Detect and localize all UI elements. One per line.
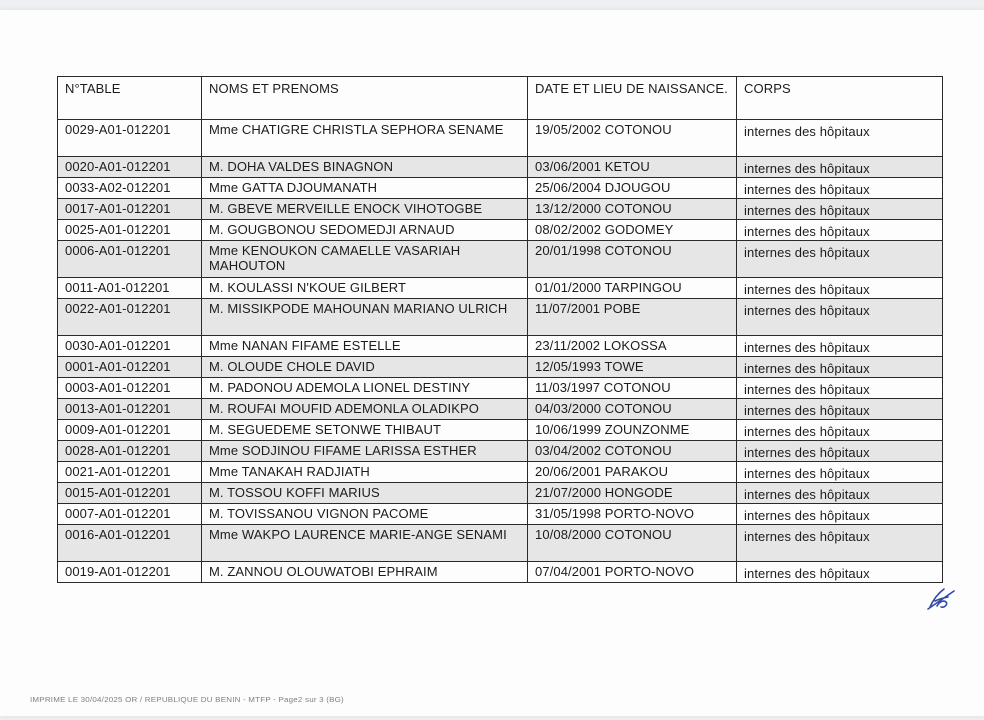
table-row	[58, 483, 943, 504]
cell-corps: internes des hôpitaux	[737, 120, 943, 157]
table-row	[58, 220, 943, 241]
cell-table-number: 0009-A01-012201	[58, 420, 202, 441]
table-row	[58, 241, 943, 278]
cell-table-number: 0015-A01-012201	[58, 483, 202, 504]
cell-birth: 10/08/2000 COTONOU	[528, 525, 737, 562]
table-row	[58, 504, 943, 525]
cell-corps: internes des hôpitaux	[737, 378, 943, 399]
cell-birth: 08/02/2002 GODOMEY	[528, 220, 737, 241]
cell-birth: 03/06/2001 KETOU	[528, 157, 737, 178]
cell-table-number: 0019-A01-012201	[58, 562, 202, 583]
cell-name: Mme KENOUKON CAMAELLE VASARIAH MAHOUTON	[202, 241, 528, 278]
cell-corps: internes des hôpitaux	[737, 525, 943, 562]
cell-name: Mme NANAN FIFAME ESTELLE	[202, 336, 528, 357]
cell-table-number: 0017-A01-012201	[58, 199, 202, 220]
cell-birth: 21/07/2000 HONGODE	[528, 483, 737, 504]
table-row	[58, 562, 943, 583]
table-row	[58, 278, 943, 299]
cell-name: Mme WAKPO LAURENCE MARIE-ANGE SENAMI	[202, 525, 528, 562]
cell-corps: internes des hôpitaux	[737, 336, 943, 357]
table-row	[58, 525, 943, 562]
cell-name: M. DOHA VALDES BINAGNON	[202, 157, 528, 178]
cell-name: Mme CHATIGRE CHRISTLA SEPHORA SENAME	[202, 120, 528, 157]
table-row	[58, 120, 943, 157]
cell-corps: internes des hôpitaux	[737, 178, 943, 199]
header-table-number: N°TABLE	[58, 77, 202, 120]
cell-table-number: 0001-A01-012201	[58, 357, 202, 378]
cell-name: Mme SODJINOU FIFAME LARISSA ESTHER	[202, 441, 528, 462]
cell-table-number: 0011-A01-012201	[58, 278, 202, 299]
cell-corps: internes des hôpitaux	[737, 504, 943, 525]
cell-corps: internes des hôpitaux	[737, 299, 943, 336]
cell-table-number: 0030-A01-012201	[58, 336, 202, 357]
cell-corps: internes des hôpitaux	[737, 420, 943, 441]
cell-name: M. TOVISSANOU VIGNON PACOME	[202, 504, 528, 525]
cell-birth: 25/06/2004 DJOUGOU	[528, 178, 737, 199]
cell-name: M. KOULASSI N'KOUE GILBERT	[202, 278, 528, 299]
table-row	[58, 178, 943, 199]
table-row	[58, 462, 943, 483]
cell-name: M. GBEVE MERVEILLE ENOCK VIHOTOGBE	[202, 199, 528, 220]
cell-birth: 11/03/1997 COTONOU	[528, 378, 737, 399]
print-footer: IMPRIME LE 30/04/2025 OR / REPUBLIQUE DU BENIN - MTFP - Page2 sur 3 (BG)	[30, 695, 344, 704]
table-row	[58, 199, 943, 220]
cell-corps: internes des hôpitaux	[737, 441, 943, 462]
header-birth-date-place: DATE ET LIEU DE NAISSANCE.	[528, 77, 737, 120]
cell-name: M. MISSIKPODE MAHOUNAN MARIANO ULRICH	[202, 299, 528, 336]
cell-birth: 03/04/2002 COTONOU	[528, 441, 737, 462]
table-row	[58, 420, 943, 441]
cell-name: Mme GATTA DJOUMANATH	[202, 178, 528, 199]
cell-table-number: 0020-A01-012201	[58, 157, 202, 178]
cell-birth: 10/06/1999 ZOUNZONME	[528, 420, 737, 441]
cell-corps: internes des hôpitaux	[737, 562, 943, 583]
cell-corps: internes des hôpitaux	[737, 462, 943, 483]
table-row	[58, 378, 943, 399]
cell-birth: 31/05/1998 PORTO-NOVO	[528, 504, 737, 525]
cell-table-number: 0006-A01-012201	[58, 241, 202, 278]
cell-table-number: 0033-A02-012201	[58, 178, 202, 199]
cell-name: M. GOUGBONOU SEDOMEDJI ARNAUD	[202, 220, 528, 241]
cell-birth: 07/04/2001 PORTO-NOVO	[528, 562, 737, 583]
candidates-table	[57, 76, 943, 583]
header-corps: CORPS	[737, 77, 943, 120]
cell-corps: internes des hôpitaux	[737, 157, 943, 178]
cell-table-number: 0007-A01-012201	[58, 504, 202, 525]
cell-name: M. OLOUDE CHOLE DAVID	[202, 357, 528, 378]
cell-name: M. ROUFAI MOUFID ADEMONLA OLADIKPO	[202, 399, 528, 420]
cell-name: M. SEGUEDEME SETONWE THIBAUT	[202, 420, 528, 441]
table-row	[58, 157, 943, 178]
cell-corps: internes des hôpitaux	[737, 483, 943, 504]
cell-birth: 11/07/2001 POBE	[528, 299, 737, 336]
header-names: NOMS ET PRENOMS	[202, 77, 528, 120]
initials-signature-icon	[926, 586, 956, 612]
table-row	[58, 357, 943, 378]
cell-corps: internes des hôpitaux	[737, 241, 943, 278]
cell-birth: 04/03/2000 COTONOU	[528, 399, 737, 420]
cell-birth: 19/05/2002 COTONOU	[528, 120, 737, 157]
table-row	[58, 336, 943, 357]
cell-birth: 20/06/2001 PARAKOU	[528, 462, 737, 483]
document-page	[0, 10, 984, 716]
cell-birth: 12/05/1993 TOWE	[528, 357, 737, 378]
cell-name: M. PADONOU ADEMOLA LIONEL DESTINY	[202, 378, 528, 399]
table-row	[58, 441, 943, 462]
cell-table-number: 0029-A01-012201	[58, 120, 202, 157]
cell-birth: 20/01/1998 COTONOU	[528, 241, 737, 278]
cell-name: M. ZANNOU OLOUWATOBI EPHRAIM	[202, 562, 528, 583]
cell-corps: internes des hôpitaux	[737, 357, 943, 378]
cell-table-number: 0021-A01-012201	[58, 462, 202, 483]
table-row	[58, 299, 943, 336]
cell-name: M. TOSSOU KOFFI MARIUS	[202, 483, 528, 504]
cell-corps: internes des hôpitaux	[737, 399, 943, 420]
table-row	[58, 399, 943, 420]
cell-birth: 23/11/2002 LOKOSSA	[528, 336, 737, 357]
cell-name: Mme TANAKAH RADJIATH	[202, 462, 528, 483]
cell-table-number: 0025-A01-012201	[58, 220, 202, 241]
cell-birth: 13/12/2000 COTONOU	[528, 199, 737, 220]
cell-table-number: 0016-A01-012201	[58, 525, 202, 562]
table-header-row	[58, 77, 943, 120]
cell-corps: internes des hôpitaux	[737, 278, 943, 299]
cell-corps: internes des hôpitaux	[737, 220, 943, 241]
cell-table-number: 0028-A01-012201	[58, 441, 202, 462]
cell-table-number: 0003-A01-012201	[58, 378, 202, 399]
cell-corps: internes des hôpitaux	[737, 199, 943, 220]
cell-birth: 01/01/2000 TARPINGOU	[528, 278, 737, 299]
cell-table-number: 0013-A01-012201	[58, 399, 202, 420]
cell-table-number: 0022-A01-012201	[58, 299, 202, 336]
